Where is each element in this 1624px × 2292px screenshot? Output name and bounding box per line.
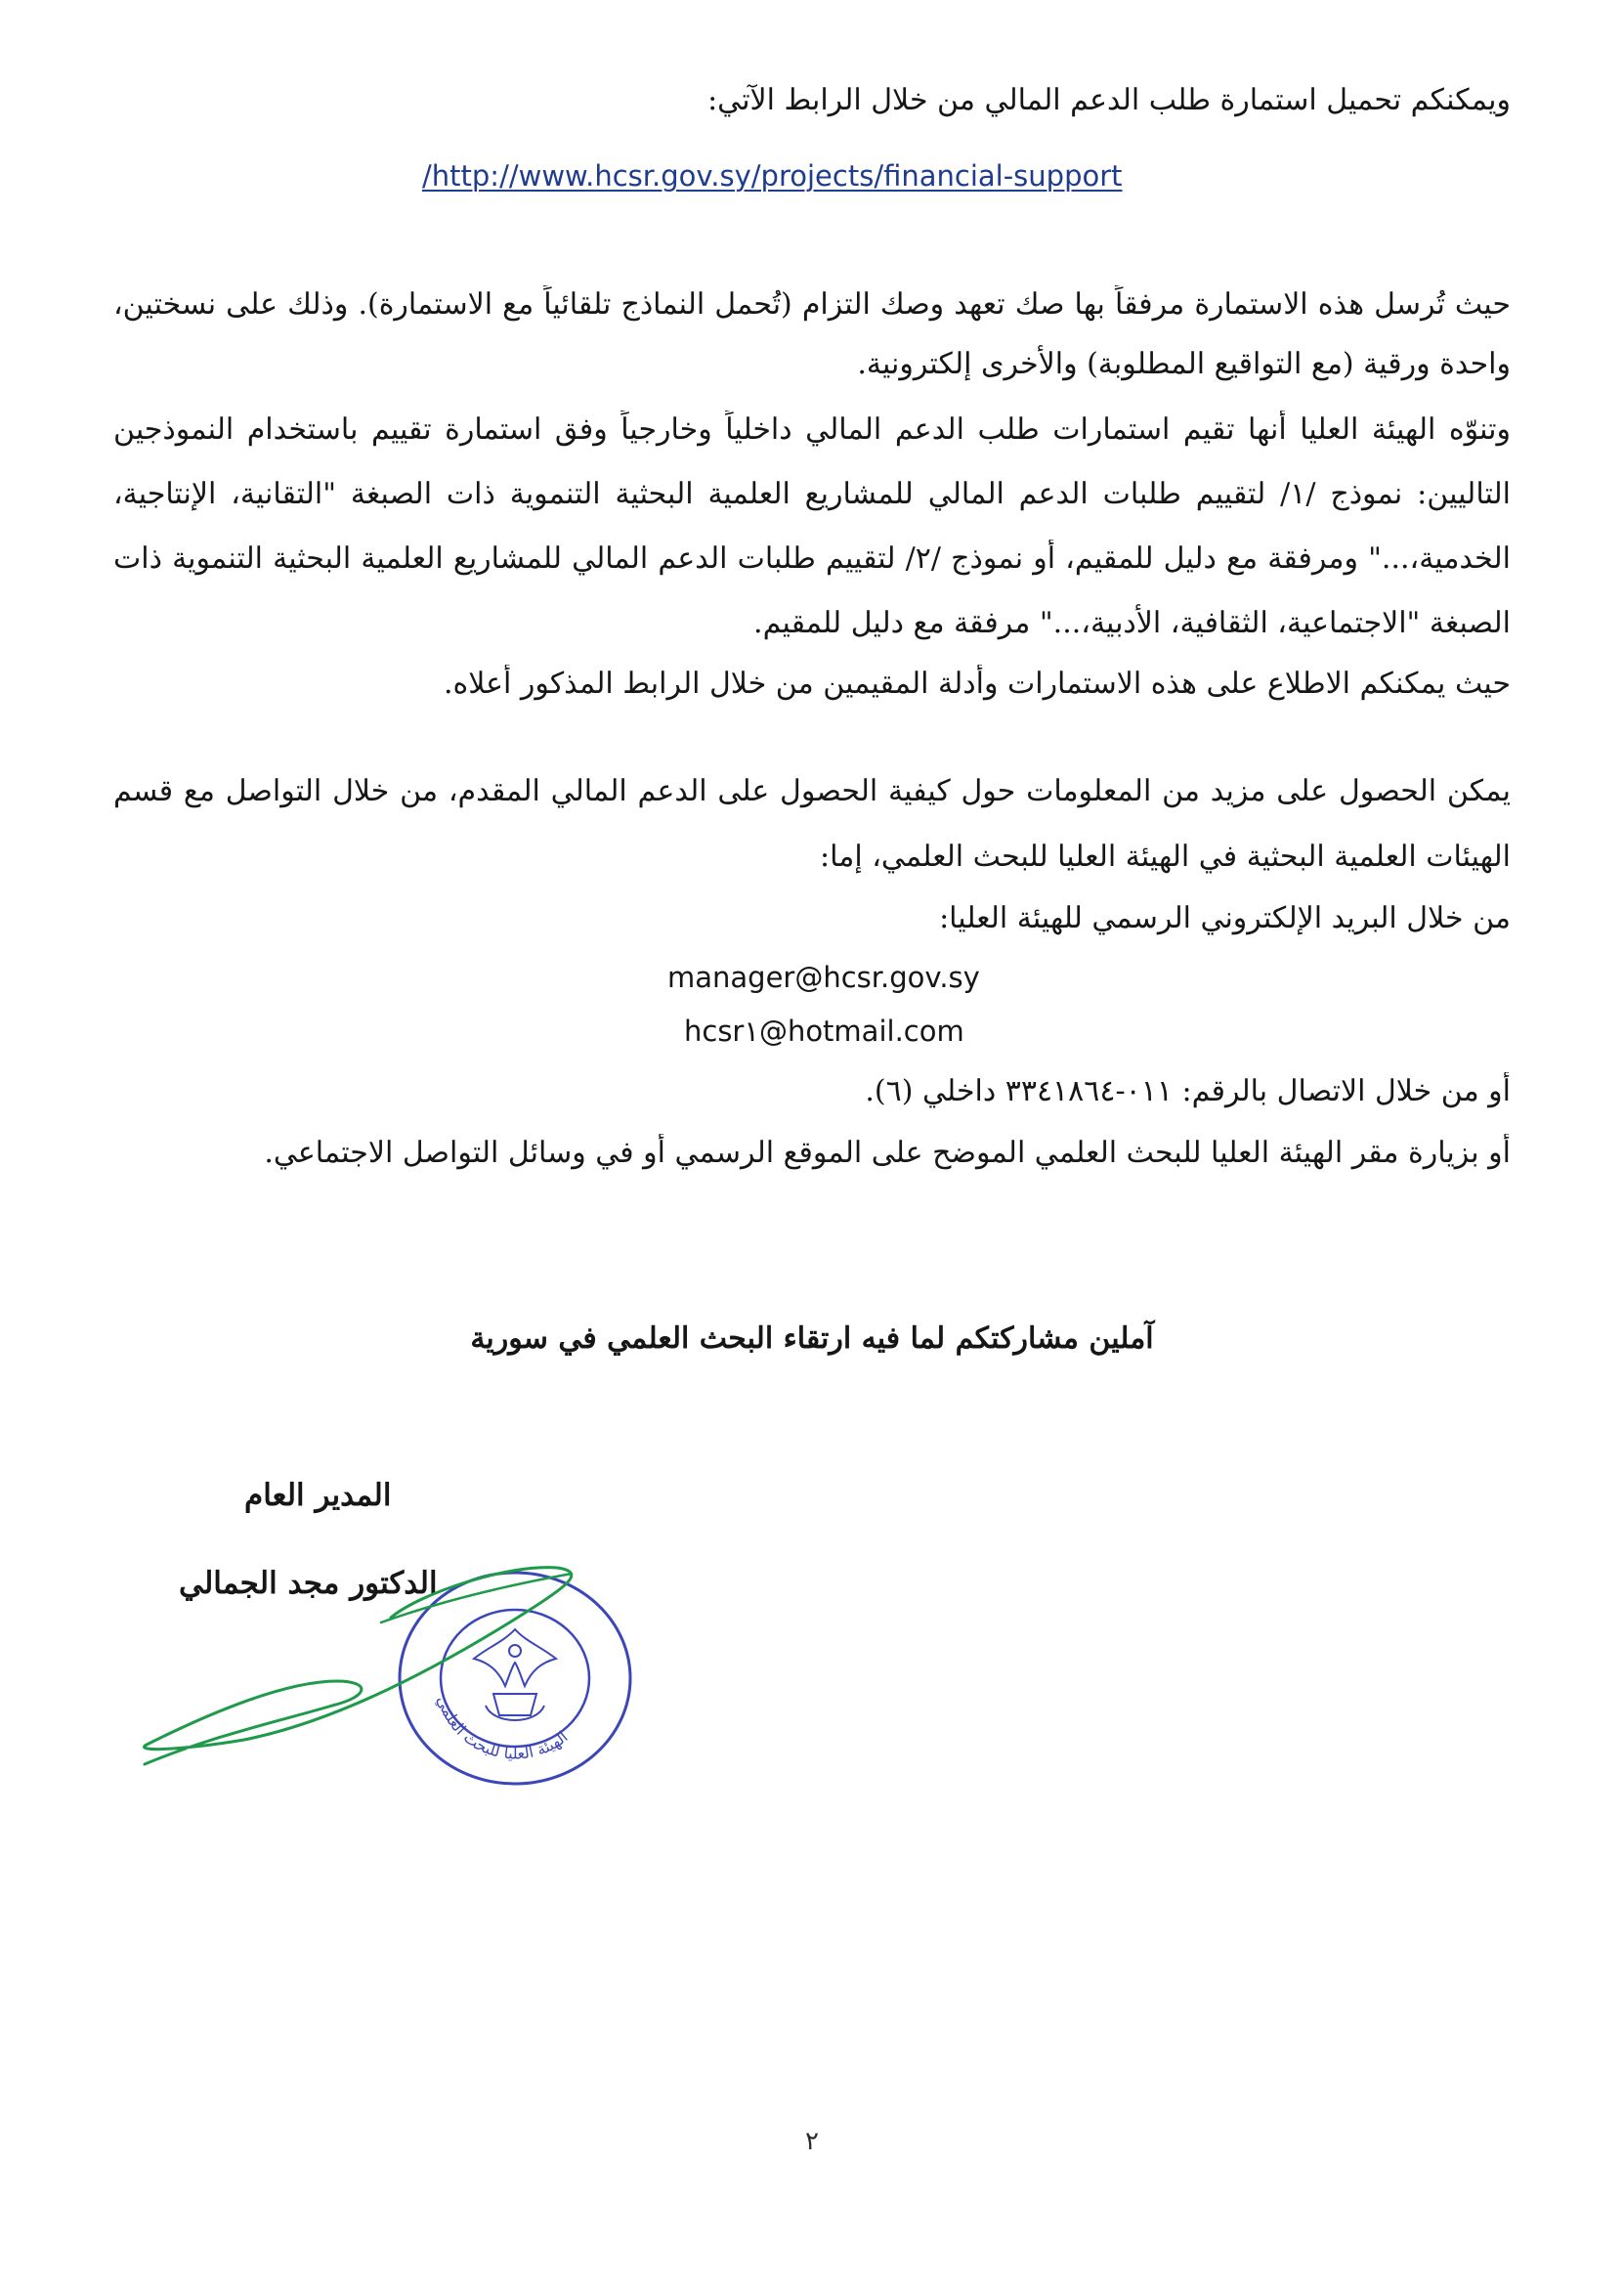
visit-line: أو بزيارة مقر الهيئة العليا للبحث العلمي الموضح على الموقع الرسمي أو في وسائل التواصل الاجتماعي. (264, 1136, 1511, 1170)
stamp-text: الهيئة العليا للبحث العلمي (433, 1693, 572, 1763)
para3-line1: يمكن الحصول على مزيد من المعلومات حول كيفية الحصول على الدعم المالي المقدم، من خلال التواصل مع قسم (113, 774, 1511, 808)
signatory-title: المدير العام (244, 1478, 392, 1513)
email-manager[interactable]: manager@hcsr.gov.sy (667, 961, 980, 994)
signatory-name: الدكتور مجد الجمالي (179, 1566, 438, 1601)
phone-line: أو من خلال الاتصال بالرقم: ٠١١-٣٣٤١٨٦٤ داخلي (٦). (865, 1074, 1511, 1108)
para2-line3: الخدمية،..." ومرفقة مع دليل للمقيم، أو نموذج /٢/ لتقييم طلبات الدعم المالي للمشاريع العلمية البحثية التنموية ذات (113, 541, 1511, 576)
closing-statement: آملين مشاركتكم لما فيه ارتقاء البحث العلمي في سورية (470, 1321, 1154, 1356)
para1-line2: واحدة ورقية (مع التواقيع المطلوبة) والأخرى إلكترونية. (857, 347, 1511, 381)
para1-line1: حيث تُرسل هذه الاستمارة مرفقاً بها صك تعهد وصك التزام (تُحمل النماذج تلقائياً مع الاستمارة). وذلك على نسختين، (113, 287, 1511, 322)
para3-line2: الهيئات العلمية البحثية في الهيئة العليا للبحث العلمي، إما: (820, 840, 1511, 874)
financial-support-link[interactable]: /http://www.hcsr.gov.sy/projects/financial-support (422, 159, 1123, 193)
para3-line3: من خلال البريد الإلكتروني الرسمي للهيئة العليا: (939, 901, 1511, 935)
signature-scribble (127, 1544, 635, 1779)
para2-line5: حيث يمكنكم الاطلاع على هذه الاستمارات وأدلة المقيمين من خلال الرابط المذكور أعلاه. (443, 667, 1511, 701)
para2-line4: الصبغة "الاجتماعية، الثقافية، الأدبية،..." مرفقة مع دليل للمقيم. (753, 606, 1511, 640)
email-hotmail[interactable]: hcsr١@hotmail.com (684, 1015, 964, 1048)
intro-line: ويمكنكم تحميل استمارة طلب الدعم المالي من خلال الرابط الآتي: (707, 83, 1511, 117)
page-number: ٢ (805, 2127, 819, 2156)
para2-line1: وتنوّه الهيئة العليا أنها تقيم استمارات طلب الدعم المالي داخلياً وخارجياً وفق استمارة تقييم باستخدام النموذجين (113, 412, 1511, 447)
para2-line2: التاليين: نموذج /١/ لتقييم طلبات الدعم المالي للمشاريع العلمية البحثية التنموية ذات الصبغة "التقانية، الإنتاجية، (113, 477, 1511, 511)
